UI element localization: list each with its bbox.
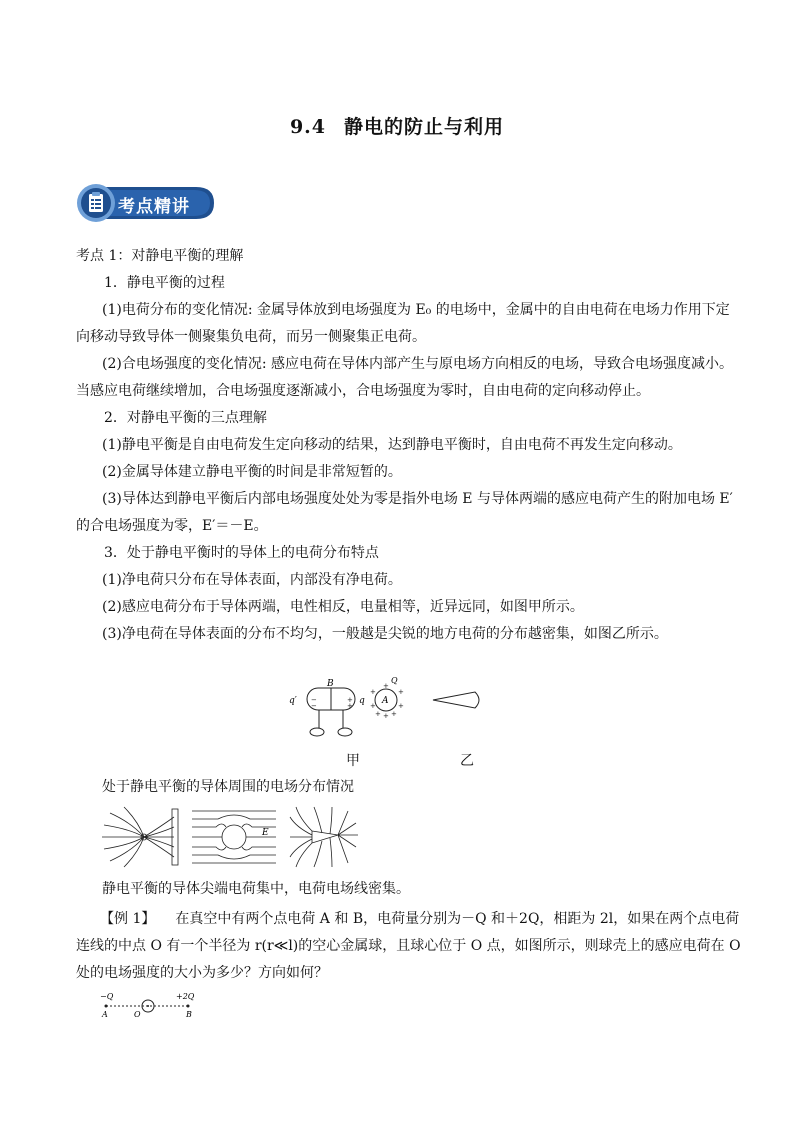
- paragraph: (2)感应电荷分布于导体两端，电性相反，电量相等，近异远同，如图甲所示。: [102, 599, 584, 615]
- svg-text:+: +: [370, 688, 376, 696]
- example-text: 在真空中有两个点电荷 A 和 B，电荷量分别为－Q 和＋2Q，相距为 2l，如果在两个点电荷: [175, 911, 740, 927]
- label-B: B: [186, 1010, 192, 1019]
- paragraph: (2)合电场强度的变化情况: 感应电荷在导体内部产生与原电场方向相反的电场，导致合电场强度减小。: [102, 356, 733, 372]
- field-lines-plate: [102, 807, 178, 867]
- caption-yi: 乙: [460, 753, 474, 769]
- label-A: A: [382, 696, 389, 706]
- paragraph: 的合电场强度为零，E′＝－E。: [76, 518, 268, 534]
- svg-text:−: −: [311, 696, 317, 704]
- example1-line2: 连线的中点 O 有一个半径为 r(r≪l)的空心金属球，且球心位于 O 点，如图所示，则球壳上的感应电荷在 O: [76, 938, 741, 954]
- svg-text:+: +: [398, 702, 404, 710]
- svg-text:+: +: [375, 710, 381, 718]
- sec1-heading: 1．静电平衡的过程: [104, 275, 225, 291]
- section-number: 9.4: [289, 116, 327, 138]
- example1-line3: 处的电场强度的大小为多少？方向如何？: [76, 965, 328, 981]
- label-E: E: [262, 828, 269, 838]
- paragraph: (1)静电平衡是自由电荷发生定向移动的结果，达到静电平衡时，自由电荷不再发生定向移动。: [102, 437, 682, 453]
- label-plus-2q: +2Q: [176, 992, 195, 1001]
- paragraph: (3)净电荷在导体表面的分布不均匀，一般越是尖锐的地方电荷的分布越密集，如图乙所示。: [102, 626, 668, 642]
- clipboard-icon: [89, 192, 103, 212]
- badge-label: 考点精讲: [118, 197, 190, 217]
- label-O: O: [134, 1010, 141, 1019]
- caption-jia: 甲: [346, 753, 360, 769]
- svg-text:+: +: [383, 682, 389, 690]
- field-distribution-text: 处于静电平衡的导体周围的电场分布情况: [102, 779, 354, 795]
- figure-jia-yi: [285, 676, 495, 740]
- example1-line1: [100, 908, 739, 928]
- svg-text:−: −: [311, 702, 317, 710]
- pointed-conductor: [433, 692, 479, 708]
- svg-text:+: +: [347, 702, 353, 710]
- section-title: 静电的防止与利用: [344, 116, 505, 138]
- label-A: A: [102, 1010, 108, 1019]
- figure-field-lines: [100, 805, 360, 869]
- sec3-heading: 3．处于静电平衡时的导体上的电荷分布特点: [104, 545, 379, 561]
- paragraph: (1)净电荷只分布在导体表面，内部没有净电荷。: [102, 572, 402, 588]
- svg-text:+: +: [391, 710, 397, 718]
- field-lines-pointed: [290, 807, 358, 867]
- point1-heading: 考点 1：对静电平衡的理解: [76, 248, 244, 264]
- label-Q: Q: [391, 676, 398, 685]
- paragraph: 向移动导致导体一侧聚集负电荷，而另一侧聚集正电荷。: [76, 329, 426, 345]
- label-B: B: [327, 679, 334, 689]
- label-minus-q: −Q: [100, 992, 114, 1001]
- paragraph: (1)电荷分布的变化情况: 金属导体放到电场强度为 E₀ 的电场中，金属中的自由电荷在电场力作用下定: [102, 302, 730, 318]
- sec2-heading: 2．对静电平衡的三点理解: [104, 410, 267, 426]
- paragraph: (3)导体达到静电平衡后内部电场强度处处为零是指外电场 E 与导体两端的感应电荷产生的附加电场 E′: [102, 491, 733, 507]
- figure-example1: [100, 990, 200, 1020]
- svg-text:+: +: [347, 696, 353, 704]
- page-title: [0, 112, 794, 139]
- svg-text:+: +: [383, 712, 389, 720]
- label-q-prime: q′: [289, 696, 297, 706]
- svg-text:+: +: [370, 702, 376, 710]
- paragraph: (2)金属导体建立静电平衡的时间是非常短暂的。: [102, 464, 402, 480]
- label-q: q: [359, 696, 365, 706]
- svg-text:+: +: [398, 688, 404, 696]
- paragraph: 当感应电荷继续增加，合电场强度逐渐减小，合电场强度为零时，自由电荷的定向移动停止。: [76, 383, 650, 399]
- tip-text: 静电平衡的导体尖端电荷集中，电荷电场线密集。: [102, 881, 410, 897]
- example-label: 【例 1】: [100, 911, 156, 927]
